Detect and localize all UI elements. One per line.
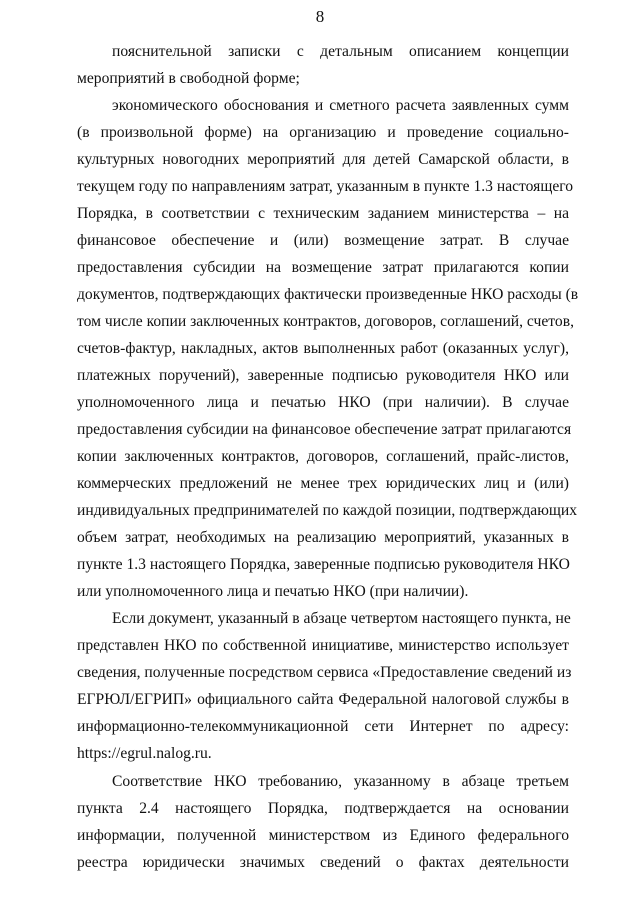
text-line: Соответствие НКО требованию, указанному в абзаце третьем: [112, 773, 569, 790]
text-line: сведения, полученные посредством сервиса «Предоставление сведений из: [77, 664, 572, 681]
text-line: предоставления субсидии на возмещение затрат прилагаются копии: [77, 259, 569, 276]
text-line: копии заключенных контрактов, договоров, соглашений, прайс-листов,: [77, 448, 569, 465]
text-line: платежных поручений), заверенные подписью руководителя НКО или: [77, 367, 569, 384]
text-line: или уполномоченного лица и печатью НКО (при наличии).: [77, 583, 469, 600]
text-line: текущем году по направлениям затрат, указанным в пункте 1.3 настоящего: [77, 178, 574, 195]
text-line: коммерческих предложений не менее трех юридических лиц и (или): [77, 475, 569, 492]
text-line: Порядка, в соответствии с техническим заданием министерства – на: [77, 205, 569, 222]
text-line: пункта 2.4 настоящего Порядка, подтверждается на основании: [77, 800, 569, 817]
text-line: экономического обоснования и сметного расчета заявленных сумм: [112, 97, 569, 114]
text-line: пояснительной записки с детальным описанием концепции: [112, 43, 569, 60]
text-line: мероприятий в свободной форме;: [77, 70, 300, 87]
text-line: (в произвольной форме) на организацию и проведение социально-: [77, 124, 569, 141]
text-line: информации, полученной министерством из Единого федерального: [77, 827, 569, 844]
text-line: ЕГРЮЛ/ЕГРИП» официального сайта Федеральной налоговой службы в: [77, 691, 569, 708]
page-number: 8: [315, 7, 325, 26]
text-line: https://egrul.nalog.ru.: [77, 745, 212, 762]
text-line: Если документ, указанный в абзаце четвертом настоящего пункта, не: [112, 610, 571, 627]
text-line: информационно-телекоммуникационной сети Интернет по адресу:: [77, 718, 569, 735]
text-line: реестра юридически значимых сведений о фактах деятельности: [77, 854, 569, 871]
text-line: том числе копии заключенных контрактов, договоров, соглашений, счетов,: [77, 313, 574, 330]
text-line: уполномоченного лица и печатью НКО (при наличии). В случае: [77, 394, 569, 411]
text-line: документов, подтверждающих фактически произведенные НКО расходы (в: [77, 286, 579, 303]
text-line: объем затрат, необходимых на реализацию мероприятий, указанных в: [77, 529, 569, 546]
text-line: счетов-фактур, накладных, актов выполненных работ (оказанных услуг),: [77, 340, 569, 357]
text-line: пункте 1.3 настоящего Порядка, заверенные подписью руководителя НКО: [77, 556, 570, 573]
text-line: культурных новогодних мероприятий для детей Самарской области, в: [77, 151, 569, 168]
text-line: представлен НКО по собственной инициативе, министерство использует: [77, 637, 569, 654]
text-line: финансовое обеспечение и (или) возмещение затрат. В случае: [77, 232, 569, 249]
text-line: предоставления субсидии на финансовое обеспечение затрат прилагаются: [77, 421, 572, 438]
text-line: индивидуальных предпринимателей по каждой позиции, подтверждающих: [77, 502, 577, 519]
